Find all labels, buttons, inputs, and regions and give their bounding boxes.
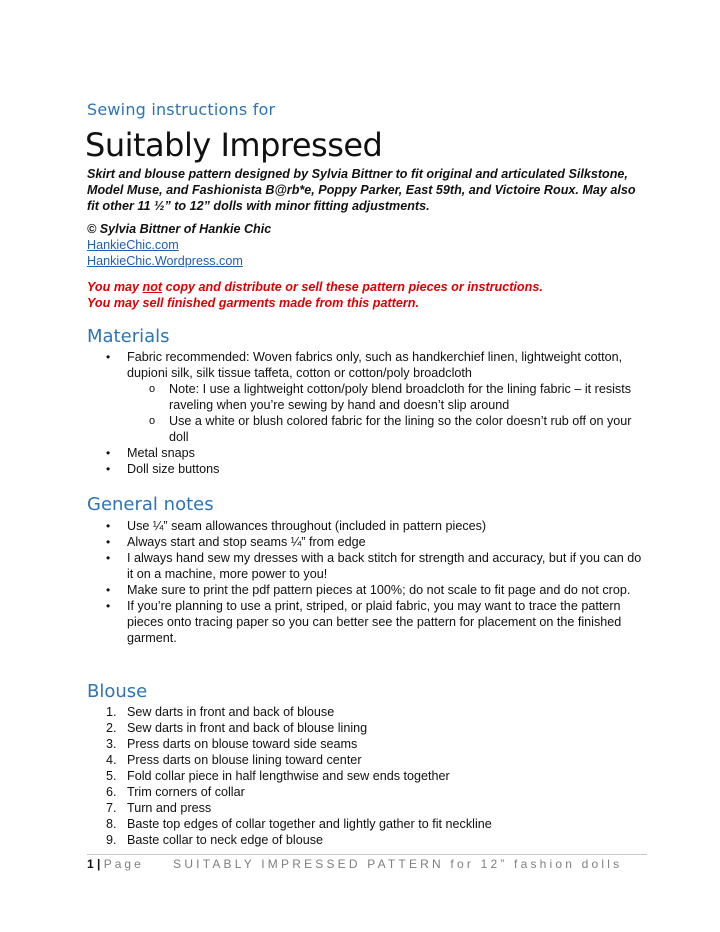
- blouse-steps-list: [0, 704, 720, 848]
- bullet-icon: •: [106, 535, 111, 549]
- copy-warning-part2: copy and distribute or sell these pattern pieces or instructions.: [162, 280, 543, 294]
- hankiechic-link[interactable]: HankieChic.com: [87, 238, 179, 252]
- list-item: [0, 550, 647, 582]
- list-item-text: Fold collar piece in half lengthwise and sew ends together: [127, 769, 450, 783]
- list-item-text: Note: I use a lightweight cotton/poly blend broadcloth for the lining fabric – it resists raveling when you’re sewing by hand and doesn’t slip around: [169, 382, 632, 412]
- list-item: [0, 461, 647, 477]
- step-number: 9.: [106, 833, 117, 847]
- step-number: 7.: [106, 801, 117, 815]
- step-number: 3.: [106, 737, 117, 751]
- list-item: [0, 800, 647, 816]
- footer-divider: [87, 854, 647, 855]
- list-item-text: Metal snaps: [127, 446, 195, 460]
- footer-separator: |: [97, 857, 101, 871]
- list-item: [0, 816, 647, 832]
- list-item-text: Press darts on blouse lining toward center: [127, 753, 362, 767]
- page-footer: [87, 857, 622, 871]
- list-item: [0, 445, 647, 461]
- step-number: 1.: [106, 705, 117, 719]
- bullet-icon: •: [106, 599, 111, 613]
- materials-heading: Materials: [87, 326, 170, 347]
- sub-bullet-icon: o: [149, 415, 156, 427]
- blouse-heading: Blouse: [87, 681, 148, 702]
- sub-bullet-icon: o: [149, 383, 156, 395]
- bullet-icon: •: [106, 462, 111, 476]
- list-item-text: Trim corners of collar: [127, 785, 245, 799]
- list-item-text: Use ¼” seam allowances throughout (included in pattern pieces): [127, 519, 487, 533]
- bullet-icon: •: [106, 583, 111, 597]
- step-number: 4.: [106, 753, 117, 767]
- list-item: [0, 752, 647, 768]
- list-item-text: If you’re planning to use a print, striped, or plaid fabric, you may want to trace the pattern pieces onto tracing paper so you can better see the pattern for placement on the finished garment.: [127, 599, 622, 645]
- page-number: 1: [87, 857, 94, 871]
- list-item-text: Doll size buttons: [127, 462, 220, 476]
- copy-warning-not: not: [142, 280, 163, 294]
- list-item-text: Always start and stop seams ¼” from edge: [127, 535, 366, 549]
- pre-title: Sewing instructions for: [87, 100, 276, 119]
- copy-warning: [87, 279, 667, 295]
- list-item-text: Press darts on blouse toward side seams: [127, 737, 358, 751]
- list-item-text: I always hand sew my dresses with a back stitch for strength and accuracy, but if you can do it on a machine, more power to you!: [127, 551, 642, 581]
- list-item: [0, 768, 647, 784]
- step-number: 5.: [106, 769, 117, 783]
- list-item-text: Sew darts in front and back of blouse lining: [127, 721, 368, 735]
- list-item: [0, 534, 647, 550]
- list-item: [0, 518, 647, 534]
- list-item: [0, 784, 647, 800]
- general-notes-list: [0, 518, 720, 646]
- bullet-icon: •: [106, 551, 111, 565]
- list-item: [0, 381, 649, 413]
- list-item-text: Sew darts in front and back of blouse: [127, 705, 335, 719]
- copy-warning-part1: You may: [87, 280, 143, 294]
- list-item-text: Baste top edges of collar together and lightly gather to fit neckline: [127, 817, 492, 831]
- list-item: [0, 349, 647, 381]
- page-label: Page: [103, 857, 144, 871]
- step-number: 2.: [106, 721, 117, 735]
- general-notes-heading: General notes: [87, 494, 214, 515]
- step-number: 6.: [106, 785, 117, 799]
- list-item: [0, 598, 647, 646]
- list-item: [0, 736, 647, 752]
- hankiechic-wordpress-link[interactable]: HankieChic.Wordpress.com: [87, 254, 243, 268]
- intro-paragraph: Skirt and blouse pattern designed by Sylvia Bittner to fit original and articulated Silkstone, Model Muse, and Fashionista B@rb*e, Poppy Parker, East 59th, and Victoire Roux. May also fit other 11 ½” to 12” dolls with minor fitting adjustments.: [87, 167, 636, 213]
- list-item: [0, 704, 647, 720]
- list-item: [0, 720, 647, 736]
- copyright-line: © Sylvia Bittner of Hankie Chic: [87, 222, 272, 236]
- bullet-icon: •: [106, 446, 111, 460]
- list-item-text: Fabric recommended: Woven fabrics only, such as handkerchief linen, lightweight cotton, dupioni silk, silk tissue taffeta, cotton or cotton/poly broadcloth: [127, 350, 623, 380]
- list-item-text: Turn and press: [127, 801, 212, 815]
- materials-list: [0, 349, 720, 477]
- list-item-text: Baste collar to neck edge of blouse: [127, 833, 324, 847]
- bullet-icon: •: [106, 519, 111, 533]
- list-item: [0, 832, 647, 848]
- step-number: 8.: [106, 817, 117, 831]
- list-item-text: Use a white or blush colored fabric for the lining so the color doesn’t rub off on your doll: [169, 414, 632, 444]
- footer-title: SUITABLY IMPRESSED PATTERN for 12” fashion dolls: [173, 857, 623, 871]
- list-item-text: Make sure to print the pdf pattern pieces at 100%; do not scale to fit page and do not crop.: [127, 583, 631, 597]
- document-title: Suitably Impressed: [85, 126, 383, 164]
- bullet-icon: •: [106, 350, 111, 364]
- sell-notice: You may sell finished garments made from this pattern.: [87, 296, 419, 310]
- list-item: [0, 582, 647, 598]
- list-item: [0, 413, 649, 445]
